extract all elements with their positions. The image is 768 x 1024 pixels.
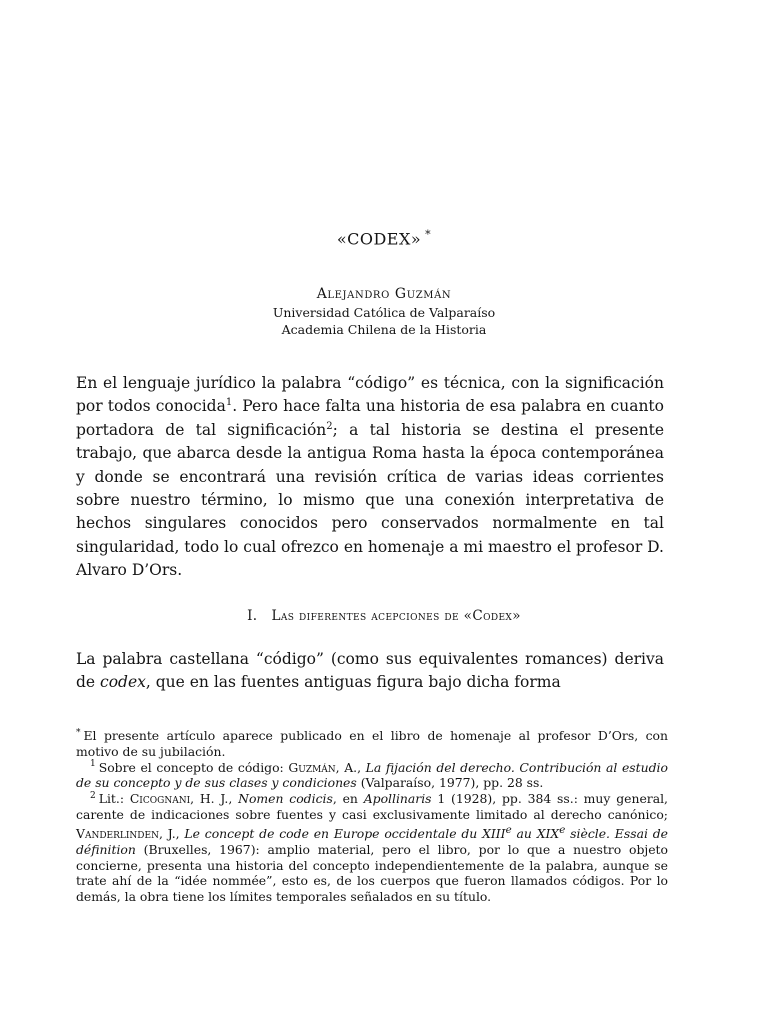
footnote-2-text-d: 1 (1928), pp. 384 ss.: muy general, carente de indicaciones sobre fuentes y casi exclusivamente limitado al derecho canónico; — [76, 791, 668, 822]
footnotes — [76, 728, 668, 905]
article-title-text: «CODEX» — [336, 229, 422, 249]
body-paragraph-1 — [76, 372, 664, 583]
paragraph-2-text-b: , que en las fuentes antiguas figura bajo dicha forma — [145, 673, 561, 692]
author-block — [0, 286, 768, 338]
section-number: I. — [247, 608, 258, 624]
article-title — [0, 228, 768, 248]
paragraph-1-text-b: . Pero hace falta una historia de esa palabra en cuanto portadora de tal significación — [76, 397, 664, 439]
footnote-2-title-1: Nomen codicis — [238, 791, 333, 807]
footnote-2-text-e: , J., — [158, 825, 185, 841]
footnote-star-text: El presente artículo aparece publicado en el libro de homenaje al profesor D’Ors, con motivo de su jubilación. — [76, 728, 668, 759]
author-affiliation-1: Universidad Católica de Valparaíso — [272, 305, 496, 320]
footnote-2-text-b: , H. J., — [190, 791, 239, 807]
footnote-1-text-c: (Valparaíso, 1977), pp. 28 ss. — [356, 775, 544, 791]
footnote-2-text-c: , en — [332, 791, 364, 807]
footnote-2-mark: 2 — [90, 791, 96, 802]
footnote-ref-1: 1 — [225, 397, 233, 409]
footnote-2-title-2-b: au XIX — [511, 825, 560, 841]
footnote-2-century-sup-1: e — [505, 823, 512, 836]
footnote-1-author: Guzmán — [288, 759, 336, 775]
footnote-2-text-f: (Bruxelles, 1967): amplio material, pero el libro, por lo que a nuestro objeto concierne, presenta una historia del concepto independientemente de la palabra, aunque se trate ahí de la “idée nommée”, esto es, de los cuerpos que fueron llamados códigos. Por lo demás, la obra tiene los límites temporales señalados en su título. — [76, 841, 668, 905]
paragraph-2-text-a: La palabra castellana “código” (como sus equivalentes romances) deriva de — [76, 650, 664, 692]
footnote-2-title-2-a: Le concept de code en Europe occidentale du XIII — [184, 825, 506, 841]
footnote-1 — [76, 760, 668, 792]
footnote-2 — [76, 791, 668, 905]
footnote-1-text-a: Sobre el concepto de código: — [98, 759, 289, 775]
footnote-2-title-2-c: siècle. Essai de définition — [76, 825, 669, 857]
paragraph-1-text-c: ; a tal historia se destina el presente trabajo, que abarca desde la antigua Roma hasta la época contemporánea y donde se encontrará una revisión crítica de varias ideas corrientes sobre nuestro término, lo mismo que una conexión interpretativa de hechos singulares conocidos pero conservados normalmente en tal singularidad, todo lo cual ofrezco en homenaje a mi maestro el profesor D. Alvaro D’Ors. — [76, 420, 664, 580]
section-heading — [0, 608, 768, 624]
paragraph-1-text-a: En el lenguaje jurídico la palabra “código” es técnica, con la significación por todos conocida — [76, 374, 664, 416]
footnote-1-mark: 1 — [90, 759, 96, 770]
footnote-2-author-2: Vanderlinden — [76, 825, 159, 841]
body-paragraph-2 — [76, 648, 664, 695]
author-affiliation-2: Academia Chilena de la Historia — [281, 322, 487, 337]
author-name: Alejandro Guzmán — [316, 286, 452, 302]
footnote-2-author-1: Cicognani — [129, 791, 191, 807]
section-title: Las diferentes acepciones de «Codex» — [271, 608, 521, 624]
footnote-2-journal: Apollinaris — [363, 791, 432, 807]
paragraph-2-italic: codex — [100, 673, 146, 692]
title-footnote-mark: * — [425, 228, 432, 241]
footnote-star-mark: * — [76, 727, 81, 738]
footnote-star — [76, 728, 668, 760]
footnote-2-century-sup-2: e — [559, 823, 566, 836]
footnote-1-text-b: , A., — [335, 759, 366, 775]
footnote-2-text-a: Lit.: — [98, 791, 130, 807]
footnote-1-title: La fijación del derecho. Contribución al estudio de su concepto y de sus clases y condiciones — [76, 759, 668, 791]
footnote-ref-2: 2 — [326, 420, 333, 432]
